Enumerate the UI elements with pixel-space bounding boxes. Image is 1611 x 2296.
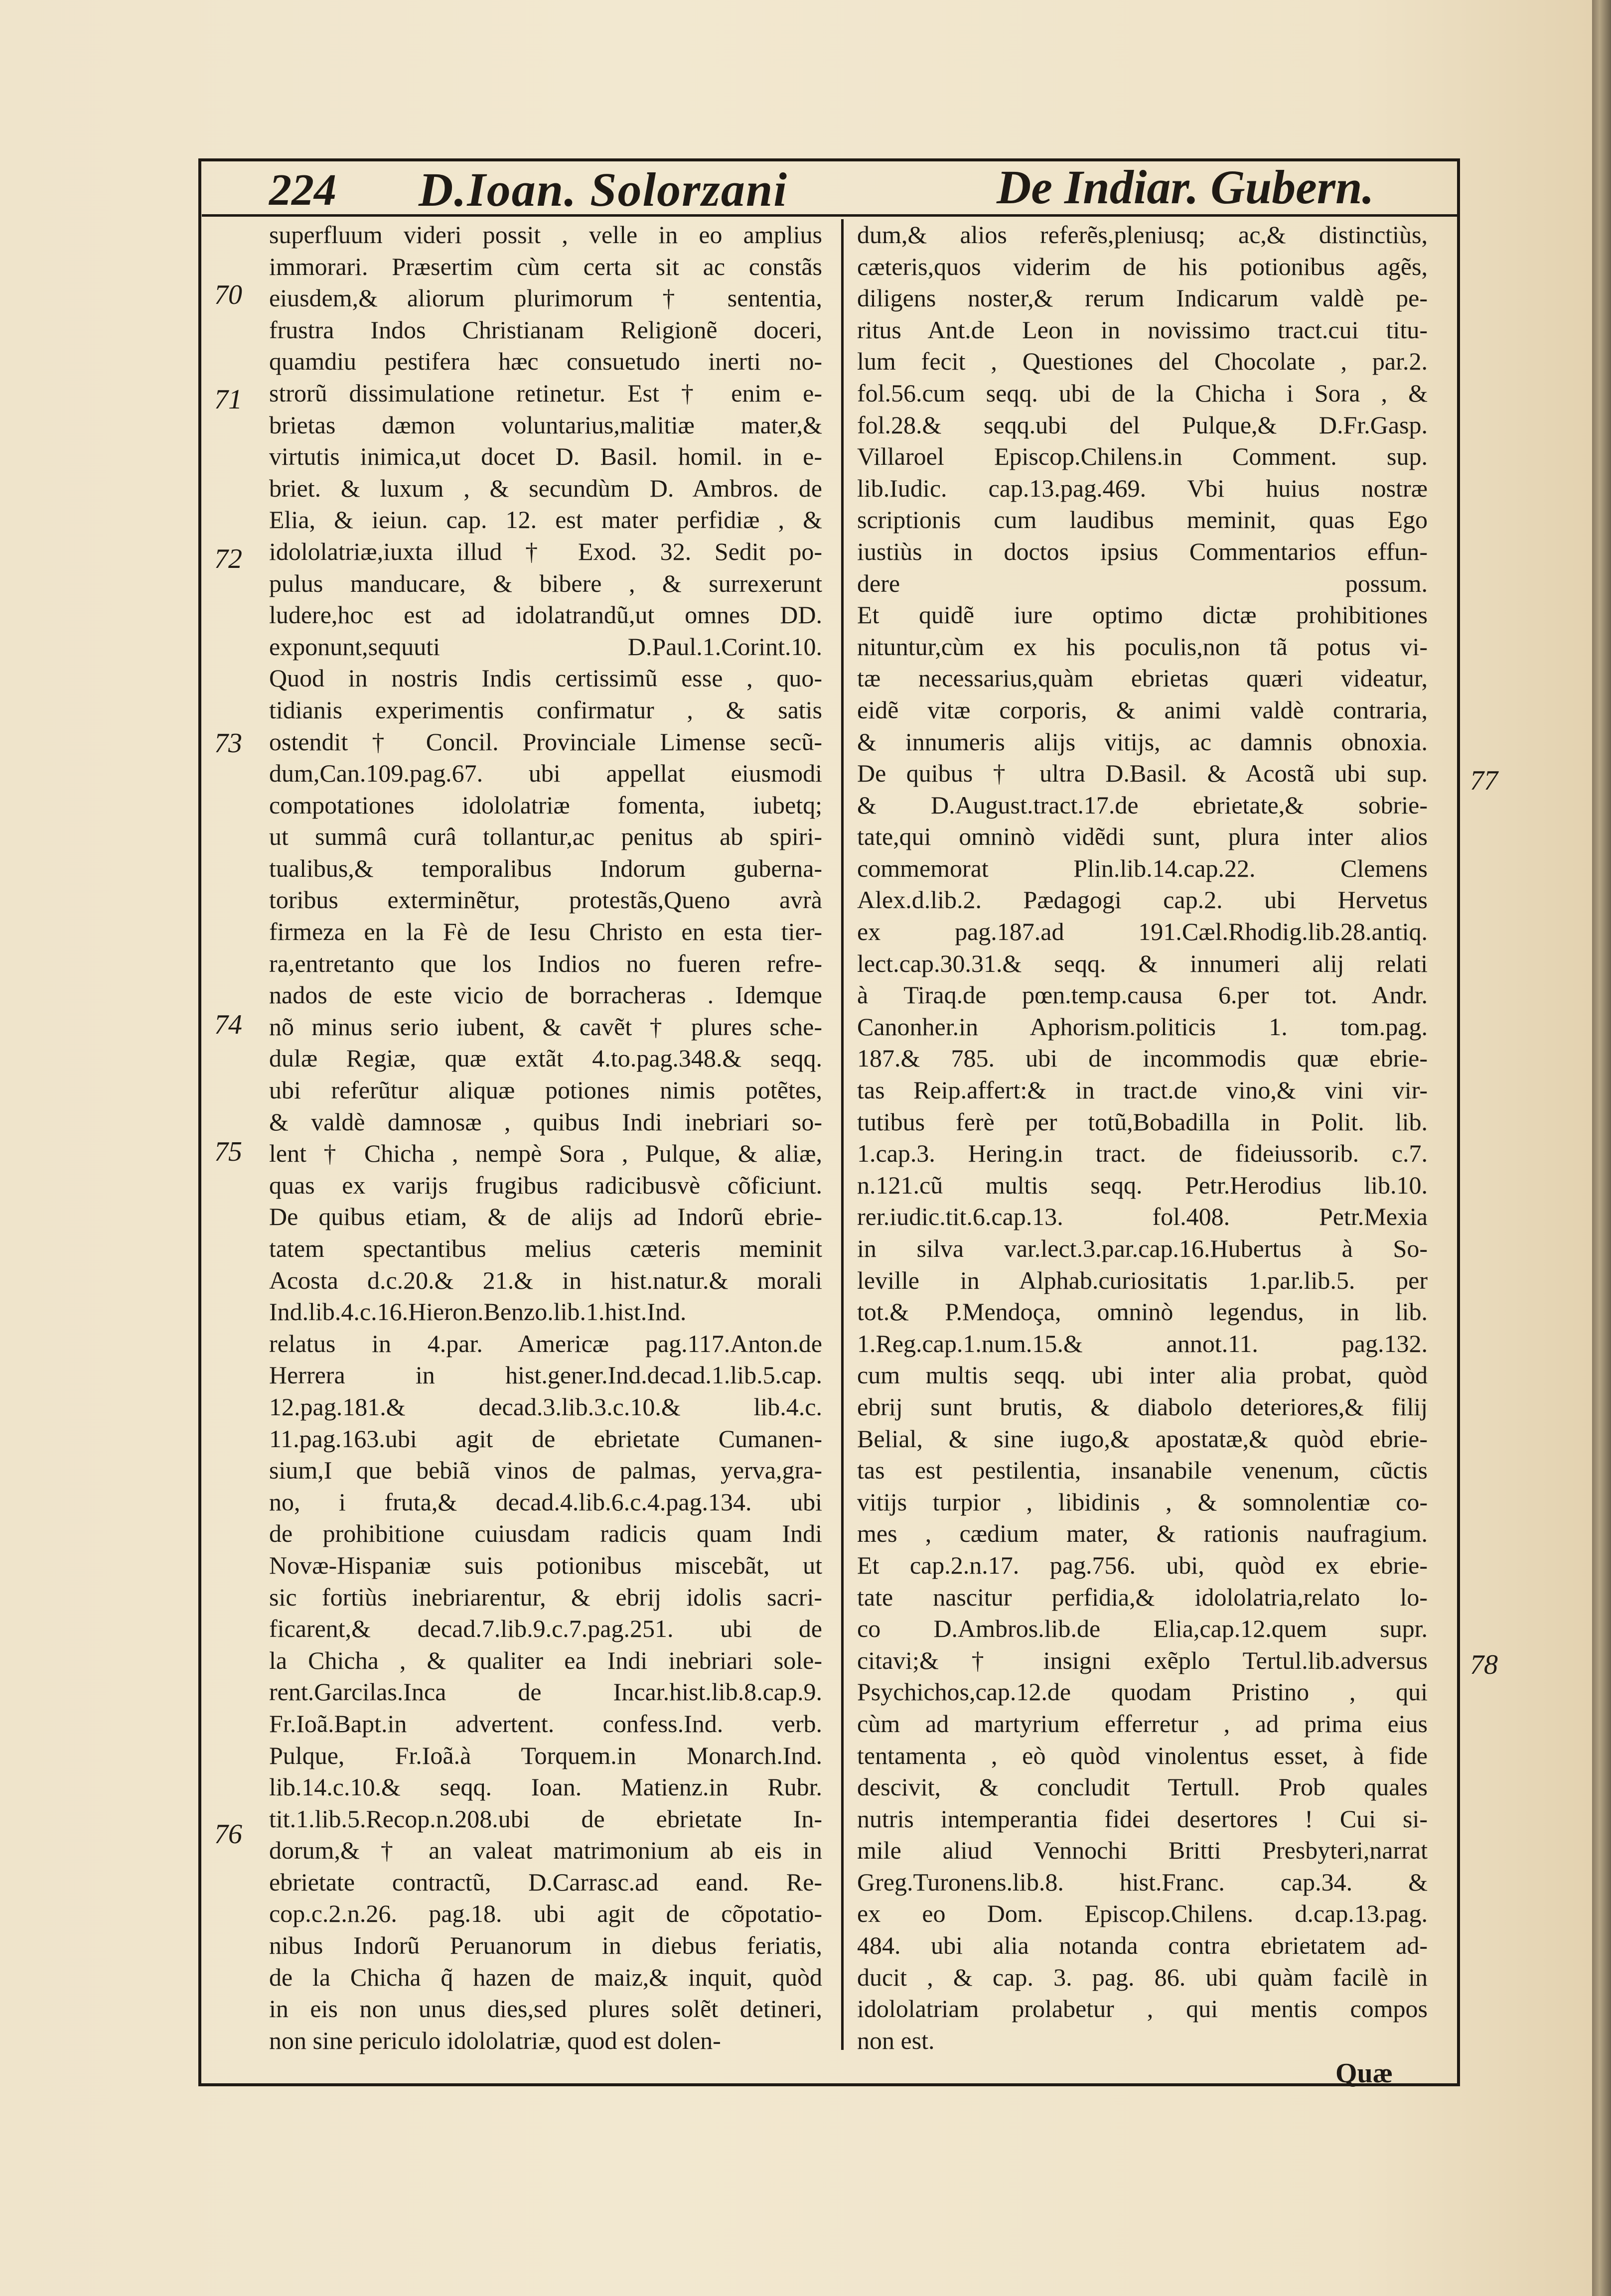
text-line: non sine periculo idololatriæ, quod est dolen- [269, 2026, 721, 2054]
text-line: tidianis experimentis confirmatur , & satis [269, 695, 822, 724]
text-line: nituntur,cùm ex his poculis,non tã potus vi- [857, 632, 1428, 661]
text-line: Quod in nostris Indis certissimũ esse , quo- [269, 664, 822, 692]
text-line: Belial, & sine iugo,& apostatæ,& quòd ebrie- [857, 1424, 1428, 1453]
text-line: mile aliud Vennochi Britti Presbyteri,narrat [857, 1836, 1428, 1865]
text-line: idololatriæ,iuxta illud † Exod. 32. Sedit po- [269, 537, 822, 565]
text-line: lib.14.c.10.& seqq. Ioan. Matienz.in Rubr. [269, 1773, 822, 1801]
text-line: eiusdem,& aliorum plurimorum † sententia, [269, 284, 822, 312]
text-line: tæ necessarius,quàm ebrietas quæri videatur, [857, 664, 1428, 692]
text-line: sium,I que bebiã vinos de palmas, yerva,gra- [269, 1456, 822, 1485]
text-line: dum,Can.109.pag.67. ubi appellat eiusmodi [269, 759, 822, 788]
margin-number: 70 [214, 279, 242, 310]
text-line: idololatriam prolabetur , qui mentis compos [857, 1995, 1428, 2023]
text-line: firmeza en la Fè de Iesu Christo en esta tier- [269, 918, 822, 946]
text-line: lent † Chicha , nempè Sora , Pulque, & aliæ, [269, 1139, 822, 1168]
text-line: Psychichos,cap.12.de quodam Pristino , qui [857, 1678, 1428, 1706]
text-line: Acosta d.c.20.& 21.& in hist.natur.& morali [269, 1266, 822, 1294]
text-line: mes , cædium mater, & rationis naufragium. [857, 1519, 1428, 1548]
margin-number: 78 [1470, 1649, 1498, 1680]
text-line: relatus in 4.par. Americæ pag.117.Anton.de [269, 1329, 822, 1357]
text-line: lect.cap.30.31.& seqq. & innumeri alij relati [857, 949, 1428, 977]
book-spine-edge [1592, 0, 1611, 2296]
running-author: D.Ioan. Solorzani [419, 163, 788, 216]
text-line: briet. & luxum , & secundùm D. Ambros. de [269, 474, 822, 502]
text-line: diligens noster,& rerum Indicarum valdè pe- [857, 284, 1428, 312]
text-line: cæteris,quos viderim de his potionibus agẽs, [857, 252, 1428, 280]
text-line: Villaroel Episcop.Chilens.in Comment. sup. [857, 442, 1428, 471]
text-line: fol.56.cum seqq. ubi de la Chicha i Sora , & [857, 379, 1428, 407]
text-line: tit.1.lib.5.Recop.n.208.ubi de ebrietate In- [269, 1804, 822, 1833]
text-line: Canonher.in Aphorism.politicis 1. tom.pag. [857, 1012, 1428, 1041]
text-line: tate nascitur perfidia,& idololatria,relato lo- [857, 1583, 1428, 1611]
text-line: tas est pestilentia, insanabile venenum, cũctis [857, 1456, 1428, 1485]
text-line: nibus Indorũ Peruanorum in diebus feriatis, [269, 1931, 822, 1960]
text-line: ut summâ curâ tollantur,ac penitus ab spiri- [269, 822, 822, 851]
catchword: Quæ [1335, 2058, 1393, 2089]
text-line: dulæ Regiæ, quæ extãt 4.to.pag.348.& seqq. [269, 1044, 822, 1073]
text-line: Alex.d.lib.2. Pædagogi cap.2. ubi Hervetus [857, 886, 1428, 914]
text-line: quamdiu pestifera hæc consuetudo inerti no- [269, 347, 822, 376]
text-line: Novæ-Hispaniæ suis potionibus miscebãt, ut [269, 1551, 822, 1579]
text-line: De quibus † ultra D.Basil. & Acostã ubi sup. [857, 759, 1428, 788]
text-line: tentamenta , eò quòd vinolentus esset, à fide [857, 1741, 1428, 1769]
text-line: ex pag.187.ad 191.Cæl.Rhodig.lib.28.antiq. [857, 918, 1428, 946]
text-line: exponunt,sequuti D.Paul.1.Corint.10. [269, 632, 822, 661]
margin-number: 77 [1470, 765, 1498, 796]
text-line: fol.28.& seqq.ubi del Pulque,& D.Fr.Gasp. [857, 410, 1428, 439]
text-line: ficarent,& decad.7.lib.9.c.7.pag.251. ubi de [269, 1615, 822, 1643]
text-line: & valdè damnosæ , quibus Indi inebriari so- [269, 1107, 822, 1136]
text-line: virtutis inimica,ut docet D. Basil. homil. in e- [269, 442, 822, 471]
text-line: n.121.cũ multis seqq. Petr.Herodius lib.10. [857, 1171, 1428, 1199]
text-line: la Chicha , & qualiter ea Indi inebriari sole- [269, 1646, 822, 1674]
text-line: ubi referũtur aliquæ potiones nimis potẽtes, [269, 1076, 822, 1104]
text-line: dorum,& † an valeat matrimonium ab eis in [269, 1836, 822, 1865]
text-line: rent.Garcilas.Inca de Incar.hist.lib.8.cap.9. [269, 1678, 822, 1706]
text-line: immorari. Præsertim cùm certa sit ac constãs [269, 252, 822, 280]
text-line: iustiùs in doctos ipsius Commentarios effun- [857, 537, 1428, 565]
text-line: nados de este vicio de borracheras . Idemque [269, 981, 822, 1009]
text-line: dum,& alios referẽs,pleniusq; ac,& distinctiùs, [857, 221, 1428, 249]
text-line: tate,qui omninò vidẽdi sunt, plura inter alios [857, 822, 1428, 851]
text-line: pulus manducare, & bibere , & surrexerunt [269, 569, 822, 597]
text-line: 187.& 785. ubi de incommodis quæ ebrie- [857, 1044, 1428, 1073]
text-line: scriptionis cum laudibus meminit, quas Ego [857, 506, 1428, 534]
text-line: & D.August.tract.17.de ebrietate,& sobrie- [857, 791, 1428, 819]
text-line: de la Chicha q̃ hazen de maiz,& inquit, quòd [269, 1963, 822, 1991]
text-line: non est. [857, 2026, 935, 2054]
text-line: leville in Alphab.curiositatis 1.par.lib.5. per [857, 1266, 1428, 1294]
text-line: sic fortiùs inebriarentur, & ebrij idolis sacri- [269, 1583, 822, 1611]
text-line: lib.Iudic. cap.13.pag.469. Vbi huius nostræ [857, 474, 1428, 502]
text-line: no, i fruta,& decad.4.lib.6.c.4.pag.134. ubi [269, 1487, 822, 1516]
text-line: eidẽ vitæ corporis, & animi valdè contraria, [857, 695, 1428, 724]
text-line: nutris intemperantia fidei desertores ! Cui si- [857, 1804, 1428, 1833]
margin-number: 74 [214, 1009, 242, 1040]
text-line: Et quidẽ iure optimo dictæ prohibitiones [857, 601, 1428, 629]
text-line: 484. ubi alia notanda contra ebrietatem ad- [857, 1931, 1428, 1960]
text-line: ebrij sunt brutis, & diabolo deteriores,& filij [857, 1392, 1428, 1421]
right-text-column [857, 219, 1428, 2056]
text-line: tas Reip.affert:& in tract.de vino,& vini vir- [857, 1076, 1428, 1104]
text-line: Herrera in hist.gener.Ind.decad.1.lib.5.cap. [269, 1361, 822, 1389]
text-line: citavi;& † insigni exẽplo Tertul.lib.adversus [857, 1646, 1428, 1674]
running-title: De Indiar. Gubern. [997, 160, 1374, 214]
text-line: cop.c.2.n.26. pag.18. ubi agit de cõpotatio- [269, 1899, 822, 1928]
text-line: ostendit † Concil. Provinciale Limense secũ- [269, 727, 822, 756]
text-line: ludere,hoc est ad idolatrandũ,ut omnes DD. [269, 601, 822, 629]
text-line: à Tiraq.de pœn.temp.causa 6.per tot. Andr. [857, 981, 1428, 1009]
text-line: nõ minus serio iubent, & cavẽt † plures sche- [269, 1012, 822, 1041]
text-line: & innumeris alijs vitijs, ac damnis obnoxia. [857, 727, 1428, 756]
margin-number: 73 [214, 728, 242, 759]
text-line: Pulque, Fr.Ioã.à Torquem.in Monarch.Ind. [269, 1741, 822, 1769]
column-divider [841, 219, 844, 2050]
text-line: cùm ad martyrium efferretur , ad prima eius [857, 1709, 1428, 1738]
text-line: 1.Reg.cap.1.num.15.& annot.11. pag.132. [857, 1329, 1428, 1357]
text-line: tutibus ferè per totũ,Bobadilla in Polit. lib. [857, 1107, 1428, 1136]
text-line: ritus Ant.de Leon in novissimo tract.cui titu- [857, 315, 1428, 344]
text-line: descivit, & concludit Tertull. Prob quales [857, 1773, 1428, 1801]
text-line: lum fecit , Questiones del Chocolate , par.2. [857, 347, 1428, 376]
text-line: compotationes idololatriæ fomenta, iubetq; [269, 791, 822, 819]
left-text-column [269, 219, 822, 2056]
margin-number: 75 [214, 1136, 242, 1167]
text-line: tot.& P.Mendoça, omninò legendus, in lib. [857, 1298, 1428, 1326]
text-line: 1.cap.3. Hering.in tract. de fideiussorib. c.7. [857, 1139, 1428, 1168]
text-line: Elia, & ieiun. cap. 12. est mater perfidiæ , & [269, 506, 822, 534]
text-line: in eis non unus dies,sed plures solẽt detineri, [269, 1995, 822, 2023]
page-number: 224 [269, 165, 336, 215]
text-line: ra,entretanto que los Indios no fueren refre- [269, 949, 822, 977]
text-line: de prohibitione cuiusdam radicis quam Indi [269, 1519, 822, 1548]
text-line: tualibus,& temporalibus Indorum guberna- [269, 854, 822, 882]
text-line: ex eo Dom. Episcop.Chilens. d.cap.13.pag. [857, 1899, 1428, 1928]
text-line: commemorat Plin.lib.14.cap.22. Clemens [857, 854, 1428, 882]
margin-number: 71 [214, 384, 242, 415]
text-line: 11.pag.163.ubi agit de ebrietate Cumanen- [269, 1424, 822, 1453]
margin-number: 72 [214, 543, 242, 574]
text-line: Et cap.2.n.17. pag.756. ubi, quòd ex ebrie- [857, 1551, 1428, 1579]
text-line: 12.pag.181.& decad.3.lib.3.c.10.& lib.4.c. [269, 1392, 822, 1421]
text-line: dere possum. [857, 569, 1428, 597]
text-line: superfluum videri possit , velle in eo amplius [269, 221, 822, 249]
text-line: ducit , & cap. 3. pag. 86. ubi quàm facilè in [857, 1963, 1428, 1991]
text-line: Greg.Turonens.lib.8. hist.Franc. cap.34. & [857, 1868, 1428, 1896]
text-line: tatem spectantibus melius cæteris meminit [269, 1234, 822, 1262]
text-line: cum multis seqq. ubi inter alia probat, quòd [857, 1361, 1428, 1389]
text-line: brietas dæmon voluntarius,malitiæ mater,& [269, 410, 822, 439]
text-line: co D.Ambros.lib.de Elia,cap.12.quem supr. [857, 1615, 1428, 1643]
text-line: frustra Indos Christianam Religionẽ doceri, [269, 315, 822, 344]
text-line: De quibus etiam, & de alijs ad Indorũ ebrie- [269, 1203, 822, 1231]
text-line: strorũ dissimulatione retinetur. Est † enim e- [269, 379, 822, 407]
text-line: in silva var.lect.3.par.cap.16.Hubertus à So- [857, 1234, 1428, 1262]
text-line: quas ex varijs frugibus radicibusvè cõficiunt. [269, 1171, 822, 1199]
text-line: ebrietate contractũ, D.Carrasc.ad eand. Re- [269, 1868, 822, 1896]
text-line: Fr.Ioã.Bapt.in advertent. confess.Ind. verb. [269, 1709, 822, 1738]
text-line: toribus exterminẽtur, protestãs,Queno avrà [269, 886, 822, 914]
text-line: rer.iudic.tit.6.cap.13. fol.408. Petr.Mexia [857, 1203, 1428, 1231]
text-line: Ind.lib.4.c.16.Hieron.Benzo.lib.1.hist.Ind. [269, 1298, 687, 1326]
text-line: vitijs turpior , libidinis , & somnolentiæ co- [857, 1487, 1428, 1516]
margin-number: 76 [214, 1819, 242, 1850]
